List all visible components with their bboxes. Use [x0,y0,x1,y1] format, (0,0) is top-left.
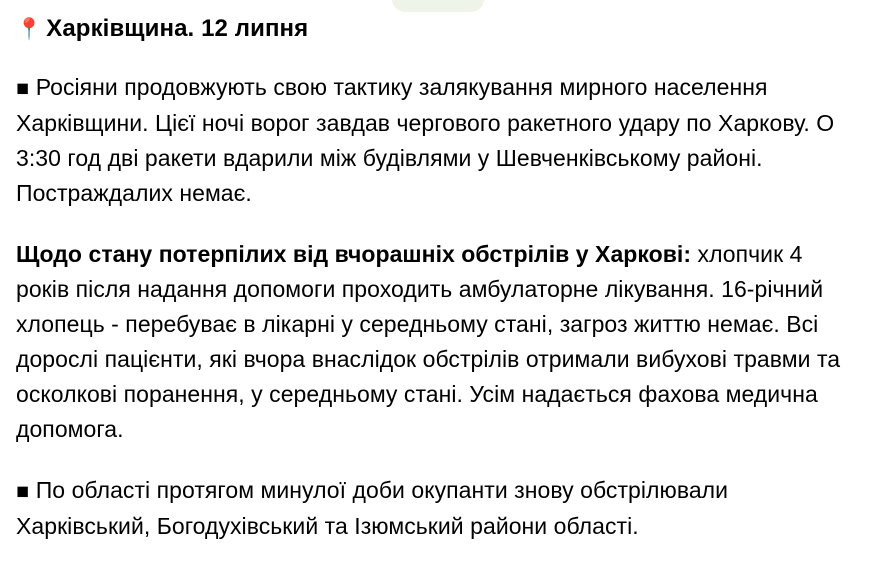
paragraph-3 [16,473,860,544]
black-square-icon: ◼ [16,483,30,500]
location-pin-icon: 📍 [16,18,43,41]
paragraph-1 [16,70,860,211]
black-square-icon: ◼ [16,80,30,97]
paragraph-1-text: Росіяни продовжують свою тактику залякування мирного населення Харківщини. Цієї ночі ворог завдав чергового ракетного удару по Харкову. О 3:30 год дві ракети вдарили між будівлями у Шевченківському районі. Постраждалих немає. [16,74,835,206]
paragraph-2-text: хлопчик 4 років після надання допомоги проходить амбулаторне лікування. 16-річний хлопець - перебуває в лікарні у середньому стані, загроз життю немає. Всі дорослі пацієнти, які вчора внаслідок обстрілів отримали вибухові травми та осколкові поранення, у середньому стані. Усім надається фахова медична допомога. [16,241,841,442]
page-title-text: Харківщина. 12 липня [46,15,309,42]
paragraph-2-lead: Щодо стану потерпілих від вчорашніх обстрілів у Харкові: [16,241,692,267]
paragraph-3-text: По області протягом минулої доби окупанти знову обстрілювали Харківський, Богодухівський та Ізюмський райони області. [16,477,729,539]
page-title [16,14,860,44]
paragraph-2 [16,237,860,447]
